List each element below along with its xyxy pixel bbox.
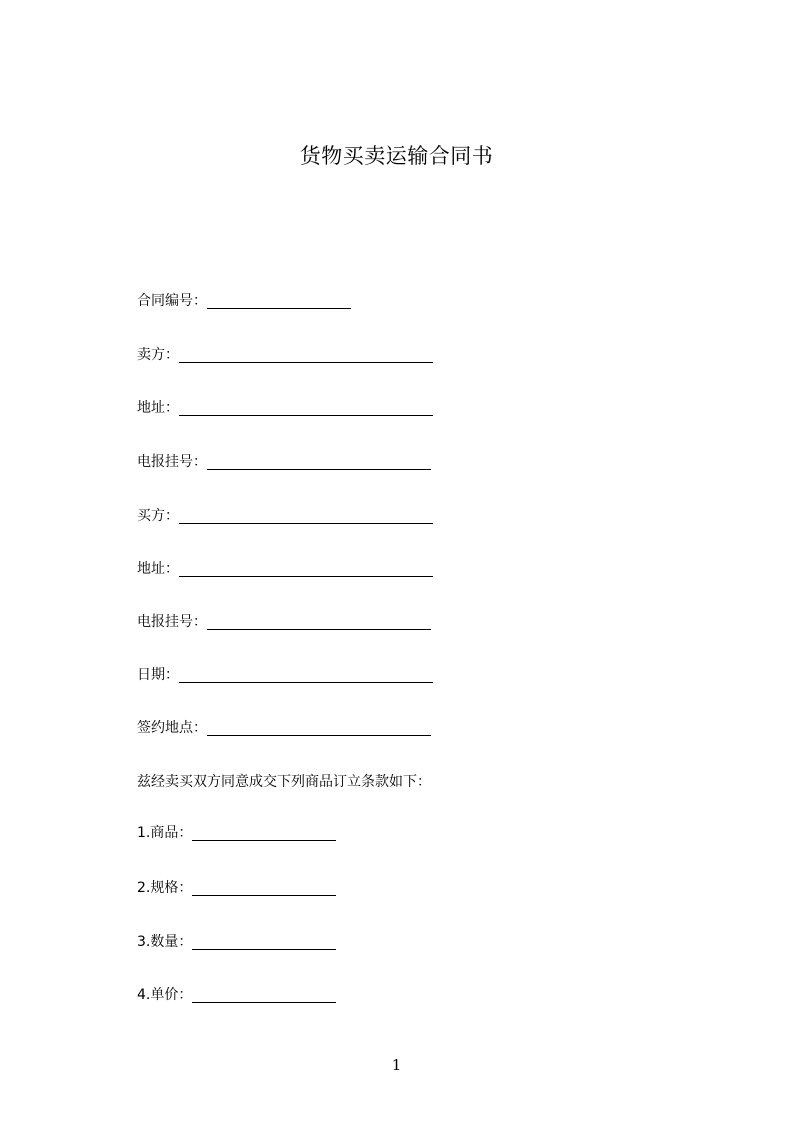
goods-row: [137, 823, 336, 843]
spec-blank[interactable]: [192, 881, 336, 896]
buyer-cable-row: [137, 612, 431, 632]
seller-blank[interactable]: [179, 348, 433, 363]
spec-row: [137, 878, 336, 898]
quantity-row: [137, 932, 336, 952]
date-row: [137, 665, 433, 685]
seller-cable-row: [137, 452, 431, 472]
goods-label: 1.商品：: [137, 825, 193, 841]
intro-text: 兹经卖买双方同意成交下列商品订立条款如下：: [137, 774, 431, 790]
seller-cable-blank[interactable]: [207, 455, 431, 470]
contract-number-blank[interactable]: [207, 294, 351, 309]
seller-address-label: 地址：: [137, 400, 179, 416]
buyer-address-blank[interactable]: [179, 562, 433, 577]
unit-price-label: 4.单价：: [137, 987, 193, 1003]
contract-number-label: 合同编号：: [137, 293, 207, 309]
seller-label: 卖方：: [137, 347, 179, 363]
signing-place-label: 签约地点：: [137, 720, 207, 736]
goods-blank[interactable]: [192, 826, 336, 841]
intro-paragraph: [137, 772, 431, 792]
date-blank[interactable]: [179, 668, 433, 683]
spec-label: 2.规格：: [137, 880, 193, 896]
buyer-blank[interactable]: [179, 509, 433, 524]
signing-place-blank[interactable]: [207, 721, 431, 736]
buyer-row: [137, 506, 433, 526]
buyer-label: 买方：: [137, 508, 179, 524]
signing-place-row: [137, 718, 431, 738]
seller-cable-label: 电报挂号：: [137, 454, 207, 470]
quantity-blank[interactable]: [192, 935, 336, 950]
contract-number-row: [137, 291, 351, 311]
page-number: 1: [391, 1056, 402, 1074]
seller-address-blank[interactable]: [179, 401, 433, 416]
unit-price-row: [137, 985, 336, 1005]
date-label: 日期：: [137, 667, 179, 683]
seller-row: [137, 345, 433, 365]
unit-price-blank[interactable]: [192, 988, 336, 1003]
buyer-address-label: 地址：: [137, 561, 179, 577]
buyer-cable-label: 电报挂号：: [137, 614, 207, 630]
seller-address-row: [137, 398, 433, 418]
document-title: 货物买卖运输合同书: [299, 144, 494, 168]
buyer-address-row: [137, 559, 433, 579]
quantity-label: 3.数量：: [137, 934, 193, 950]
buyer-cable-blank[interactable]: [207, 615, 431, 630]
